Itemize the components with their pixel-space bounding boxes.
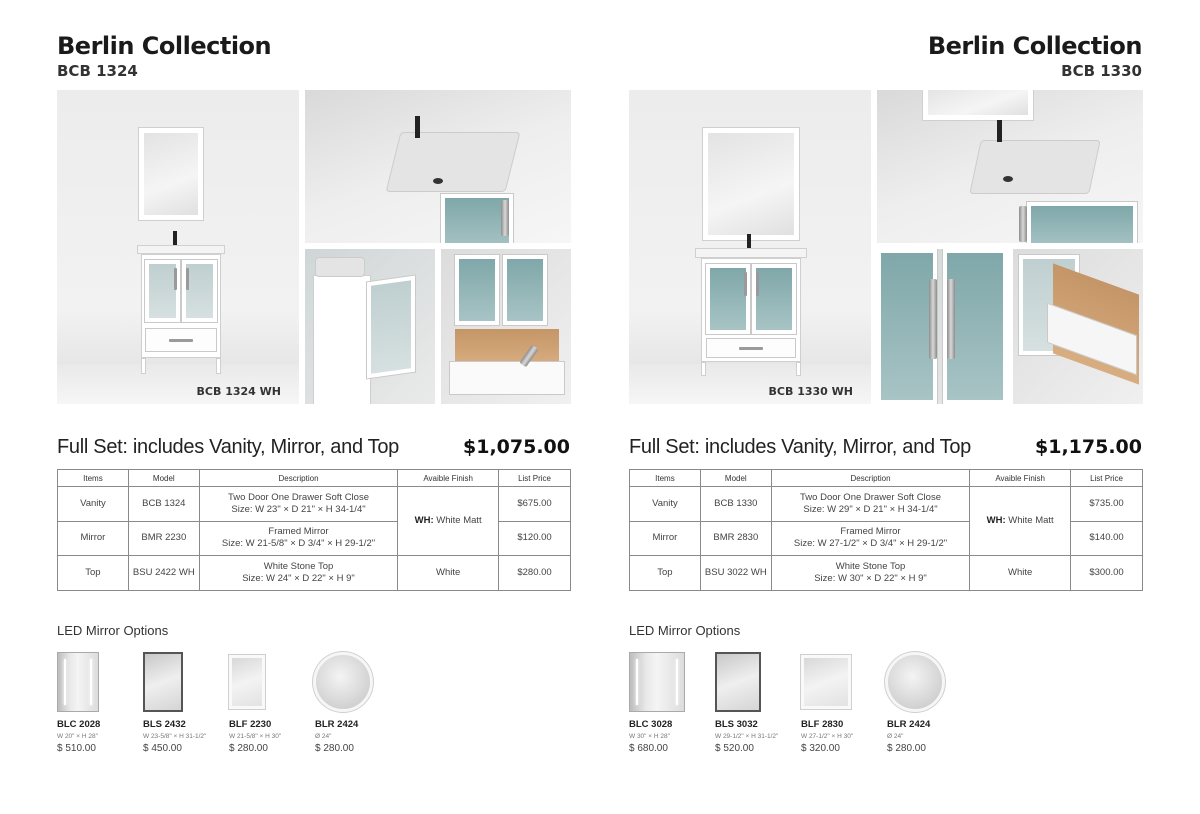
description-line: Two Door One Drawer Soft Close [228, 491, 369, 503]
led-model: BLS 2432 [143, 719, 186, 730]
finish-code: WH: [986, 515, 1006, 526]
catalog-page-right [600, 0, 1200, 814]
photo-grid [629, 90, 1143, 404]
led-model: BLF 2830 [801, 719, 844, 730]
header-model: Model [128, 470, 199, 487]
cabinet-mirror-icon [57, 652, 99, 712]
model-code: BCB 1324 [57, 62, 138, 80]
cell-price: $735.00 [1071, 487, 1143, 522]
led-model: BLC 2028 [57, 719, 101, 730]
table-header-row [58, 470, 571, 487]
cell-price: $300.00 [1071, 556, 1143, 591]
photo-label: BCB 1324 WH [196, 385, 281, 398]
cell-finish: White [398, 556, 499, 591]
size-line: Size: W 29" × D 21" × H 34-1/4" [803, 503, 938, 515]
size-line: Size: W 21-5/8" × D 3/4" × H 29-1/2" [221, 538, 376, 550]
size-line: Size: W 24" × D 22" × H 9" [242, 572, 355, 584]
cell-model: BCB 1324 [128, 487, 199, 522]
fullset-price: $1,075.00 [463, 436, 570, 458]
description-line: White Stone Top [835, 560, 906, 572]
cell-model: BSU 2422 WH [128, 556, 199, 591]
open-drawer-detail-photo [441, 249, 571, 404]
cell-price: $120.00 [499, 521, 571, 556]
round-mirror-icon [316, 655, 370, 709]
finish-name: White Matt [436, 515, 482, 526]
header-price: List Price [1071, 470, 1143, 487]
led-size: W 20" × H 28" [57, 733, 98, 740]
cell-item: Mirror [630, 521, 701, 556]
photo-label: BCB 1330 WH [768, 385, 853, 398]
header-description: Description [771, 470, 970, 487]
fullset-price: $1,175.00 [1035, 436, 1142, 458]
framed-mirror-icon [715, 652, 761, 712]
size-line: Size: W 23" × D 21" × H 34-1/4" [231, 503, 366, 515]
cell-model: BSU 3022 WH [700, 556, 771, 591]
led-price: $ 510.00 [57, 743, 96, 754]
frameless-mirror-icon [229, 655, 265, 709]
table-row [58, 556, 571, 591]
cell-price: $675.00 [499, 487, 571, 522]
description-line: Two Door One Drawer Soft Close [800, 491, 941, 503]
led-price: $ 320.00 [801, 743, 840, 754]
led-price: $ 680.00 [629, 743, 668, 754]
cell-item: Mirror [58, 521, 129, 556]
door-handle-detail-photo [877, 249, 1007, 404]
collection-title: Berlin Collection [927, 32, 1142, 60]
cell-description [771, 556, 970, 591]
led-price: $ 280.00 [229, 743, 268, 754]
round-mirror-icon [888, 655, 942, 709]
header-description: Description [199, 470, 398, 487]
led-price: $ 280.00 [315, 743, 354, 754]
cell-description [199, 556, 398, 591]
size-line: Size: W 27-1/2" × D 3/4" × H 29-1/2" [793, 538, 948, 550]
header-items: Items [630, 470, 701, 487]
led-model: BLF 2230 [229, 719, 272, 730]
cell-finish [970, 487, 1071, 556]
cell-item: Vanity [630, 487, 701, 522]
sink-detail-photo [877, 90, 1143, 243]
frameless-mirror-icon [801, 655, 851, 709]
framed-mirror-icon [143, 652, 183, 712]
led-size: W 21-5/8" × H 30" [229, 733, 282, 740]
cell-model: BMR 2830 [700, 521, 771, 556]
cell-item: Top [58, 556, 129, 591]
led-size: W 30" × H 28" [629, 733, 670, 740]
cell-model: BCB 1330 [700, 487, 771, 522]
cell-item: Vanity [58, 487, 129, 522]
cell-finish: White [970, 556, 1071, 591]
vanity-main-photo [57, 90, 299, 404]
table-row [58, 487, 571, 522]
header-model: Model [700, 470, 771, 487]
cabinet-mirror-icon [629, 652, 685, 712]
led-size: W 23-5/8" × H 31-1/2" [143, 733, 207, 740]
header-items: Items [58, 470, 129, 487]
table-header-row [630, 470, 1143, 487]
table-row [630, 487, 1143, 522]
led-model: BLR 2424 [887, 719, 931, 730]
finish-code: WH: [414, 515, 434, 526]
collection-title: Berlin Collection [57, 32, 272, 60]
header-price: List Price [499, 470, 571, 487]
fullset-description: Full Set: includes Vanity, Mirror, and Top [57, 436, 400, 458]
led-size: W 29-1/2" × H 31-1/2" [715, 733, 779, 740]
cell-price: $280.00 [499, 556, 571, 591]
open-drawer-detail-photo [1013, 249, 1143, 404]
sink-detail-photo [305, 90, 571, 243]
photo-grid [57, 90, 571, 404]
header-finish: Avaible Finish [398, 470, 499, 487]
led-section-title: LED Mirror Options [57, 623, 169, 638]
spec-table [57, 469, 571, 591]
finish-name: White Matt [1008, 515, 1054, 526]
description-line: White Stone Top [263, 560, 334, 572]
model-code: BCB 1330 [1061, 62, 1142, 80]
led-price: $ 520.00 [715, 743, 754, 754]
cell-description [771, 521, 970, 556]
vanity-main-photo [629, 90, 871, 404]
cell-price: $140.00 [1071, 521, 1143, 556]
description-line: Framed Mirror [268, 526, 329, 538]
fullset-description: Full Set: includes Vanity, Mirror, and Top [629, 436, 972, 458]
table-row [630, 556, 1143, 591]
led-model: BLS 3032 [715, 719, 758, 730]
led-model: BLR 2424 [315, 719, 359, 730]
cell-model: BMR 2230 [128, 521, 199, 556]
cell-description [199, 487, 398, 522]
header-finish: Avaible Finish [970, 470, 1071, 487]
description-line: Framed Mirror [840, 526, 901, 538]
led-size: Ø 24" [887, 733, 904, 740]
cell-item: Top [630, 556, 701, 591]
spec-table [629, 469, 1143, 591]
led-model: BLC 3028 [629, 719, 673, 730]
led-size: W 27-1/2" × H 30" [801, 733, 854, 740]
led-price: $ 280.00 [887, 743, 926, 754]
open-door-detail-photo [305, 249, 435, 404]
size-line: Size: W 30" × D 22" × H 9" [814, 572, 927, 584]
cell-description [199, 521, 398, 556]
cell-description [771, 487, 970, 522]
led-price: $ 450.00 [143, 743, 182, 754]
led-section-title: LED Mirror Options [629, 623, 741, 638]
led-size: Ø 24" [315, 733, 332, 740]
cell-finish [398, 487, 499, 556]
